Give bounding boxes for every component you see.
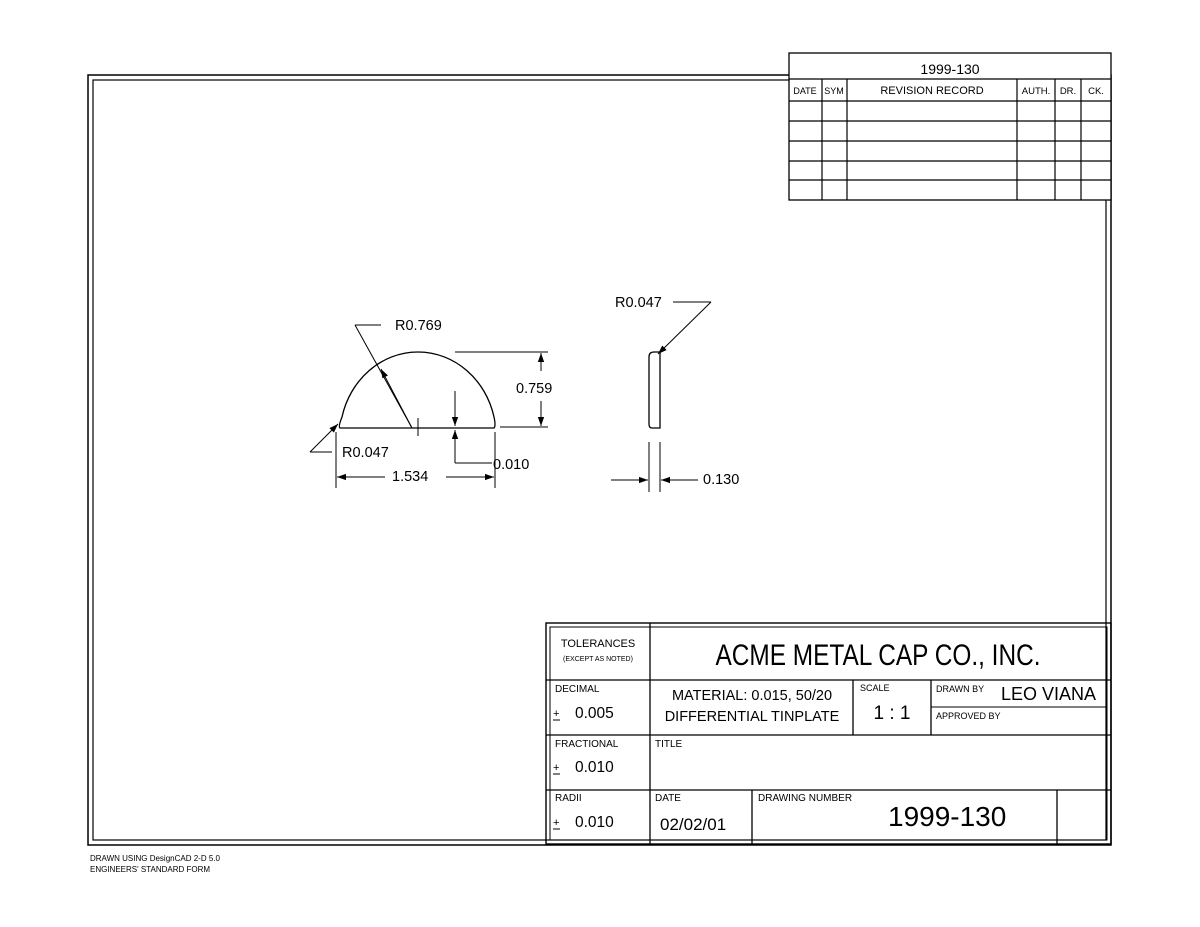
part-view-side bbox=[611, 295, 739, 492]
footer-line-2: ENGINEERS' STANDARD FORM bbox=[90, 865, 211, 874]
company-name: ACME METAL CAP CO., INC. bbox=[715, 639, 1041, 672]
width-dimension-label: 1.534 bbox=[392, 469, 429, 485]
radii-value: 0.010 bbox=[575, 814, 614, 831]
fractional-value: 0.010 bbox=[575, 759, 614, 776]
scale-label: SCALE bbox=[860, 683, 890, 693]
fractional-plus-minus: + bbox=[553, 762, 560, 774]
drawn-by-label: DRAWN BY bbox=[936, 684, 985, 694]
drawing-number-value: 1999-130 bbox=[888, 801, 1007, 832]
fractional-label: FRACTIONAL bbox=[555, 739, 619, 750]
footer-line-1: DRAWN USING DesignCAD 2-D 5.0 bbox=[90, 854, 220, 863]
drawing-number-label: DRAWING NUMBER bbox=[758, 793, 853, 804]
revision-col-auth: AUTH. bbox=[1021, 86, 1051, 97]
thickness-dimension-label: 0.130 bbox=[703, 472, 740, 488]
part-profile-outline bbox=[339, 352, 495, 428]
material-line-1: MATERIAL: 0.015, 50/20 bbox=[671, 688, 833, 704]
side-radius-label: R0.047 bbox=[615, 295, 662, 311]
title-label: TITLE bbox=[655, 739, 683, 750]
material-line-2: DIFFERENTIAL TINPLATE bbox=[664, 709, 840, 725]
radii-label: RADII bbox=[555, 793, 582, 804]
offset-dimension-label: 0.010 bbox=[493, 457, 530, 473]
date-label: DATE bbox=[655, 793, 681, 804]
drawn-by-value: LEO VIANA bbox=[1001, 684, 1097, 704]
radius-corner-label: R0.047 bbox=[342, 445, 389, 461]
scale-value: 1 : 1 bbox=[873, 703, 911, 724]
side-profile-outline bbox=[649, 352, 660, 428]
except-noted-label: (EXCEPT AS NOTED) bbox=[563, 656, 633, 663]
date-value: 02/02/01 bbox=[660, 815, 727, 834]
title-block bbox=[546, 623, 1111, 844]
revision-col-record: REVISION RECORD bbox=[880, 85, 984, 97]
decimal-value: 0.005 bbox=[575, 705, 614, 722]
revision-block bbox=[789, 53, 1111, 200]
revision-drawing-number: 1999-130 bbox=[920, 61, 980, 77]
tolerances-label: TOLERANCES bbox=[560, 638, 636, 650]
revision-col-dr: DR. bbox=[1059, 86, 1077, 97]
decimal-plus-minus: + bbox=[553, 708, 560, 720]
radius-top-label: R0.769 bbox=[395, 318, 442, 334]
revision-col-date: DATE bbox=[793, 86, 817, 96]
revision-col-sym: SYM bbox=[824, 86, 844, 96]
decimal-label: DECIMAL bbox=[555, 684, 600, 695]
radii-plus-minus: + bbox=[553, 817, 560, 829]
height-dimension-label: 0.759 bbox=[516, 381, 553, 397]
part-view-front bbox=[310, 318, 552, 488]
revision-col-ck: CK. bbox=[1088, 86, 1104, 97]
approved-by-label: APPROVED BY bbox=[936, 711, 1001, 721]
